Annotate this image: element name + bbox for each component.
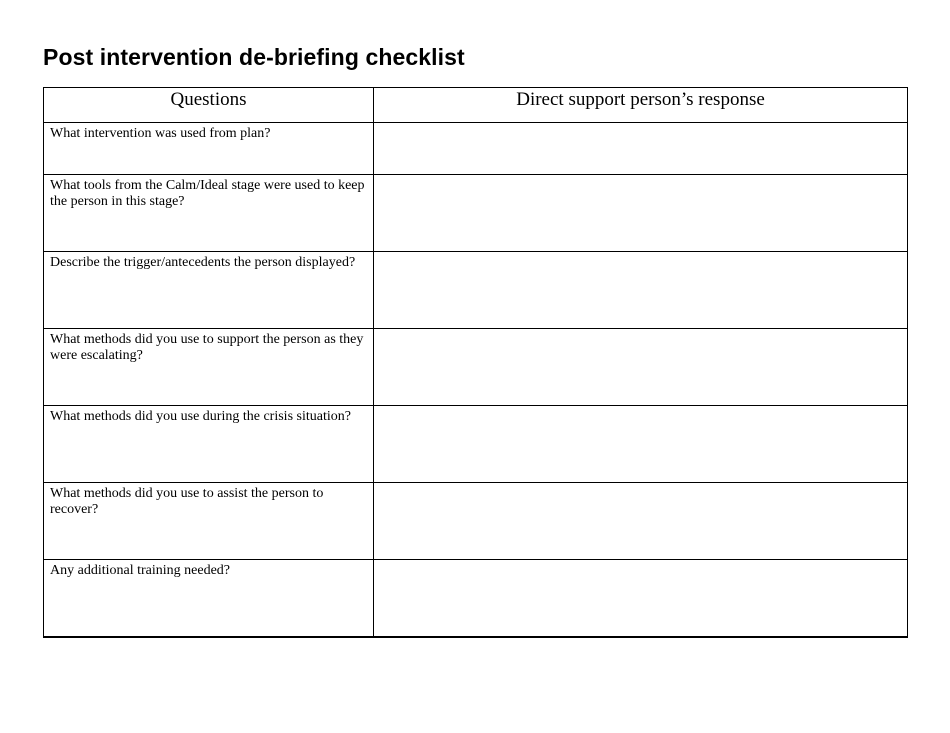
table-row [44,560,908,638]
response-column-header: Direct support person’s response [374,88,908,123]
question-cell: Describe the trigger/antecedents the person displayed? [44,252,374,329]
table-row [44,329,908,406]
question-cell: What methods did you use to assist the person to recover? [44,483,374,560]
question-cell: What methods did you use during the crisis situation? [44,406,374,483]
response-cell[interactable] [374,406,908,483]
table-row [44,175,908,252]
response-cell[interactable] [374,175,908,252]
table-row [44,483,908,560]
question-cell: What tools from the Calm/Ideal stage were used to keep the person in this stage? [44,175,374,252]
response-cell[interactable] [374,252,908,329]
table-row [44,406,908,483]
debriefing-checklist-table [43,87,908,638]
table-row [44,252,908,329]
table-header-row [44,88,908,123]
response-cell[interactable] [374,329,908,406]
questions-column-header: Questions [44,88,374,123]
question-cell: Any additional training needed? [44,560,374,638]
response-cell[interactable] [374,123,908,175]
question-cell: What methods did you use to support the person as they were escalating? [44,329,374,406]
response-cell[interactable] [374,483,908,560]
table-row [44,123,908,175]
page-title: Post intervention de-briefing checklist [43,44,465,70]
response-cell[interactable] [374,560,908,638]
question-cell: What intervention was used from plan? [44,123,374,175]
